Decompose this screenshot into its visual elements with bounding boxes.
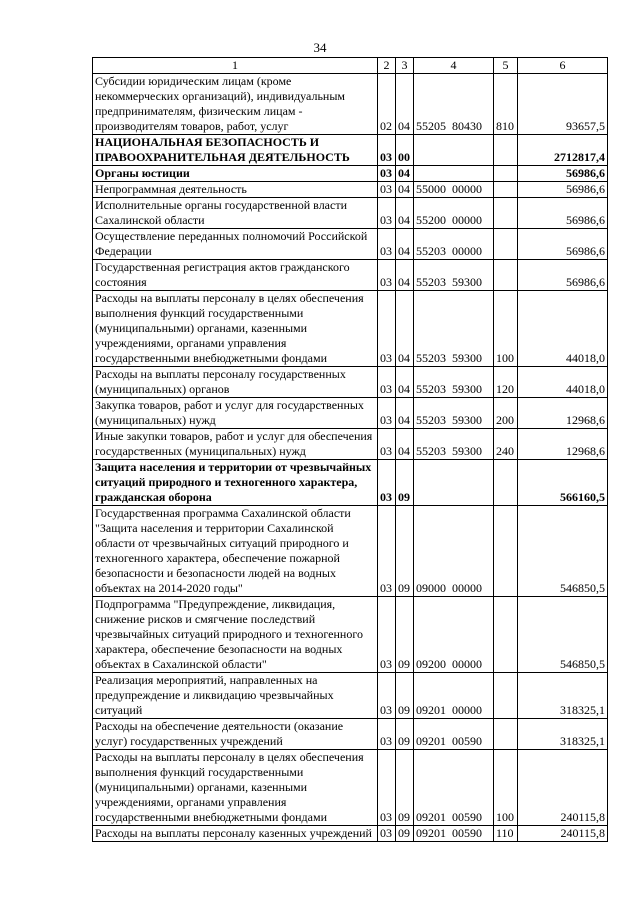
row-name-cell: Расходы на обеспечение деятельности (оказание услуг) государственных учреждений	[93, 719, 378, 750]
row-target-article-cell: 09000 00000	[414, 506, 494, 597]
row-section-cell: 03	[378, 673, 396, 719]
row-target-article-cell: 55203 59300	[414, 398, 494, 429]
row-subsection-cell: 09	[396, 673, 414, 719]
row-expense-type-cell	[494, 719, 518, 750]
row-section-cell: 03	[378, 506, 396, 597]
row-name-cell: Субсидии юридическим лицам (кроме некоммерческих организаций), индивидуальным предпринимателям, физическим лицам - производителям товаров, работ, услуг	[93, 74, 378, 135]
row-amount-cell: 56986,6	[518, 198, 608, 229]
row-subsection-cell: 04	[396, 367, 414, 398]
row-subsection-cell: 09	[396, 750, 414, 826]
budget-table	[92, 57, 608, 842]
row-expense-type-cell: 100	[494, 750, 518, 826]
row-amount-cell: 2712817,4	[518, 135, 608, 166]
row-section-cell: 03	[378, 429, 396, 460]
row-amount-cell: 56986,6	[518, 182, 608, 198]
row-name-cell: Расходы на выплаты персоналу в целях обеспечения выполнения функций государственными (муниципальными) органами, казенными учреждениями, органами управления государственными внебюджетными фондами	[93, 291, 378, 367]
header-cell-2: 2	[378, 58, 396, 74]
row-target-article-cell: 55000 00000	[414, 182, 494, 198]
header-cell-1: 1	[93, 58, 378, 74]
table-row	[93, 750, 608, 826]
row-target-article-cell: 55203 59300	[414, 260, 494, 291]
table-row	[93, 182, 608, 198]
table-row	[93, 198, 608, 229]
table-row	[93, 398, 608, 429]
row-section-cell: 03	[378, 398, 396, 429]
row-expense-type-cell: 100	[494, 291, 518, 367]
row-amount-cell: 44018,0	[518, 367, 608, 398]
row-name-cell: Расходы на выплаты персоналу государственных (муниципальных) органов	[93, 367, 378, 398]
row-amount-cell: 56986,6	[518, 260, 608, 291]
row-name-cell: Реализация мероприятий, направленных на предупреждение и ликвидацию чрезвычайных ситуаций	[93, 673, 378, 719]
row-amount-cell: 12968,6	[518, 429, 608, 460]
row-target-article-cell	[414, 135, 494, 166]
row-name-cell: Осуществление переданных полномочий Российской Федерации	[93, 229, 378, 260]
row-amount-cell: 318325,1	[518, 719, 608, 750]
row-target-article-cell: 55203 59300	[414, 429, 494, 460]
row-expense-type-cell	[494, 460, 518, 506]
row-expense-type-cell: 110	[494, 826, 518, 842]
row-expense-type-cell	[494, 506, 518, 597]
table-row	[93, 597, 608, 673]
row-target-article-cell: 09201 00590	[414, 826, 494, 842]
table-row	[93, 229, 608, 260]
table-row	[93, 673, 608, 719]
row-target-article-cell: 55200 00000	[414, 198, 494, 229]
row-section-cell: 03	[378, 135, 396, 166]
row-amount-cell: 44018,0	[518, 291, 608, 367]
row-amount-cell: 56986,6	[518, 229, 608, 260]
row-subsection-cell: 09	[396, 597, 414, 673]
row-expense-type-cell	[494, 198, 518, 229]
row-section-cell: 03	[378, 719, 396, 750]
row-section-cell: 03	[378, 198, 396, 229]
table-row	[93, 260, 608, 291]
row-name-cell: Подпрограмма "Предупреждение, ликвидация, снижение рисков и смягчение последствий чрезвычайных ситуаций природного и техногенного характера, обеспечение безопасности на водных объектах в Сахалинской области"	[93, 597, 378, 673]
row-section-cell: 03	[378, 597, 396, 673]
row-amount-cell: 546850,5	[518, 597, 608, 673]
row-section-cell: 03	[378, 826, 396, 842]
header-cell-3: 3	[396, 58, 414, 74]
table-row	[93, 460, 608, 506]
row-subsection-cell: 04	[396, 166, 414, 182]
header-cell-4: 4	[414, 58, 494, 74]
row-section-cell: 03	[378, 166, 396, 182]
row-amount-cell: 12968,6	[518, 398, 608, 429]
table-row	[93, 135, 608, 166]
table-row	[93, 74, 608, 135]
row-name-cell: Закупка товаров, работ и услуг для государственных (муниципальных) нужд	[93, 398, 378, 429]
row-target-article-cell: 55205 80430	[414, 74, 494, 135]
row-subsection-cell: 04	[396, 398, 414, 429]
row-target-article-cell: 09201 00000	[414, 673, 494, 719]
row-name-cell: Непрограммная деятельность	[93, 182, 378, 198]
header-cell-5: 5	[494, 58, 518, 74]
row-name-cell: Государственная программа Сахалинской области "Защита населения и территории Сахалинской области от чрезвычайных ситуаций природного и техногенного характера, обеспечение пожарной безопасности и безопасности людей на водных объектах на 2014-2020 годы"	[93, 506, 378, 597]
row-section-cell: 02	[378, 74, 396, 135]
row-target-article-cell	[414, 166, 494, 182]
row-target-article-cell: 55203 00000	[414, 229, 494, 260]
row-section-cell: 03	[378, 367, 396, 398]
row-target-article-cell: 55203 59300	[414, 291, 494, 367]
table-row	[93, 291, 608, 367]
row-name-cell: Иные закупки товаров, работ и услуг для обеспечения государственных (муниципальных) нужд	[93, 429, 378, 460]
row-subsection-cell: 09	[396, 460, 414, 506]
row-subsection-cell: 04	[396, 229, 414, 260]
row-expense-type-cell	[494, 260, 518, 291]
table-row	[93, 506, 608, 597]
table-header-row	[93, 58, 608, 74]
row-name-cell: Защита населения и территории от чрезвычайных ситуаций природного и техногенного характера, гражданская оборона	[93, 460, 378, 506]
row-amount-cell: 240115,8	[518, 750, 608, 826]
row-section-cell: 03	[378, 182, 396, 198]
row-section-cell: 03	[378, 229, 396, 260]
row-subsection-cell: 04	[396, 198, 414, 229]
row-section-cell: 03	[378, 291, 396, 367]
row-section-cell: 03	[378, 750, 396, 826]
row-expense-type-cell	[494, 166, 518, 182]
row-subsection-cell: 09	[396, 826, 414, 842]
table-row	[93, 719, 608, 750]
row-amount-cell: 318325,1	[518, 673, 608, 719]
row-name-cell: Расходы на выплаты персоналу казенных учреждений	[93, 826, 378, 842]
row-subsection-cell: 04	[396, 182, 414, 198]
row-amount-cell: 56986,6	[518, 166, 608, 182]
row-amount-cell: 546850,5	[518, 506, 608, 597]
row-expense-type-cell: 240	[494, 429, 518, 460]
row-expense-type-cell: 200	[494, 398, 518, 429]
row-expense-type-cell	[494, 182, 518, 198]
row-subsection-cell: 04	[396, 260, 414, 291]
row-subsection-cell: 09	[396, 506, 414, 597]
table-row	[93, 166, 608, 182]
row-expense-type-cell: 120	[494, 367, 518, 398]
row-name-cell: Органы юстиции	[93, 166, 378, 182]
row-name-cell: Государственная регистрация актов гражданского состояния	[93, 260, 378, 291]
row-expense-type-cell	[494, 673, 518, 719]
row-name-cell: Расходы на выплаты персоналу в целях обеспечения выполнения функций государственными (муниципальными) органами, казенными учреждениями, органами управления государственными внебюджетными фондами	[93, 750, 378, 826]
row-expense-type-cell	[494, 229, 518, 260]
row-name-cell: НАЦИОНАЛЬНАЯ БЕЗОПАСНОСТЬ И ПРАВООХРАНИТЕЛЬНАЯ ДЕЯТЕЛЬНОСТЬ	[93, 135, 378, 166]
row-expense-type-cell	[494, 135, 518, 166]
row-target-article-cell: 09201 00590	[414, 750, 494, 826]
header-cell-6: 6	[518, 58, 608, 74]
row-amount-cell: 566160,5	[518, 460, 608, 506]
row-section-cell: 03	[378, 260, 396, 291]
table-row	[93, 429, 608, 460]
row-expense-type-cell: 810	[494, 74, 518, 135]
row-subsection-cell: 04	[396, 291, 414, 367]
row-target-article-cell: 55203 59300	[414, 367, 494, 398]
row-subsection-cell: 00	[396, 135, 414, 166]
row-target-article-cell: 09201 00590	[414, 719, 494, 750]
row-subsection-cell: 04	[396, 429, 414, 460]
row-amount-cell: 93657,5	[518, 74, 608, 135]
row-subsection-cell: 04	[396, 74, 414, 135]
row-expense-type-cell	[494, 597, 518, 673]
row-subsection-cell: 09	[396, 719, 414, 750]
table-row	[93, 826, 608, 842]
page-number: 34	[313, 40, 327, 55]
row-name-cell: Исполнительные органы государственной власти Сахалинской области	[93, 198, 378, 229]
row-section-cell: 03	[378, 460, 396, 506]
row-target-article-cell: 09200 00000	[414, 597, 494, 673]
table-row	[93, 367, 608, 398]
row-target-article-cell	[414, 460, 494, 506]
row-amount-cell: 240115,8	[518, 826, 608, 842]
